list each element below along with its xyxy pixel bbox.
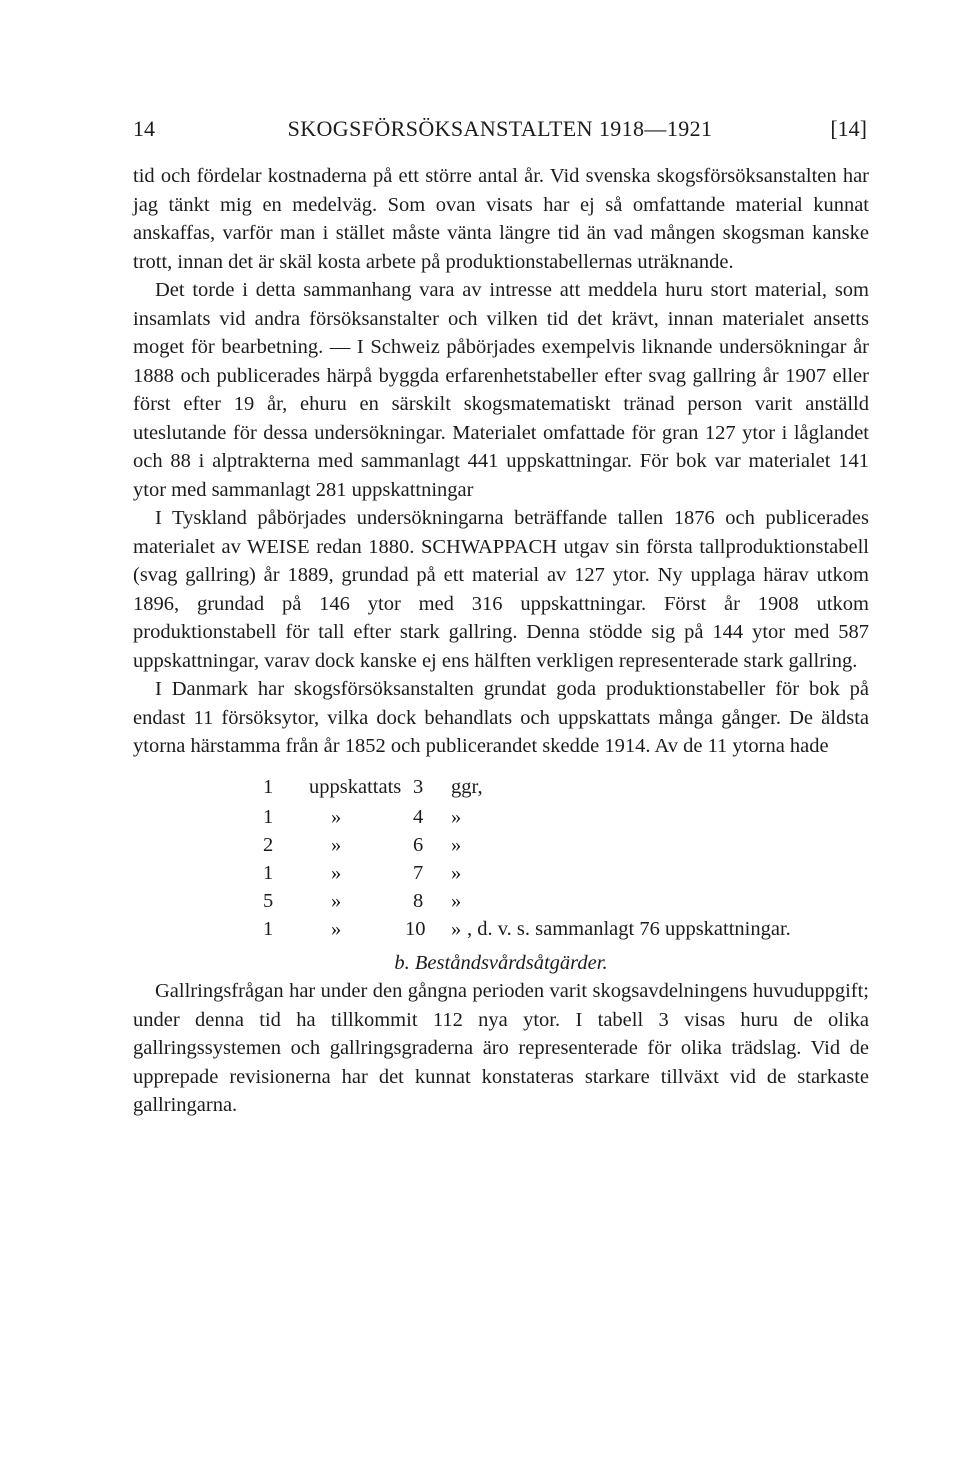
ditto-mark: » [331,889,342,912]
unit: ggr, [451,775,483,798]
times: 8 [413,889,424,912]
times: 6 [413,833,424,856]
page-header [133,116,867,150]
page-number: 14 [133,116,155,141]
times: 3 [413,775,424,798]
table-row [133,773,869,801]
ditto-mark: » [451,861,462,884]
table-row [133,831,869,859]
ditto-mark: » [451,833,462,856]
ditto-mark: » [451,805,462,828]
table-row [133,803,869,831]
table-row [133,887,869,915]
verb: uppskattats [309,775,402,798]
plot-count: 1 [263,775,274,798]
ditto-mark: » [331,805,342,828]
ditto-mark: » [331,833,342,856]
running-title: SKOGSFÖRSÖKSANSTALTEN 1918—1921 [287,116,713,141]
paragraph-2: Det torde i detta sammanhang vara av intresse att meddela huru stort material, som insamlats vid andra försöksanstalter och vilken tid det krävt, innan materialet ansetts moget för bearbetning. — I Schweiz påbörjades exempelvis liknande undersökningar år 1888 och publicerades härpå byggda erfarenhetstabeller efter svag gallring år 1907 eller först efter 19 år, ehuru en särskilt skogsmatematiskt tränad person varit anställd uteslutande för dessa undersökningar. Materialet omfattade för gran 127 ytor i låglandet och 88 i alptrakterna med sammanlagt 441 uppskattningar. För bok var materialet 141 ytor med sammanlagt 281 uppskattningar [133,279,869,501]
ditto-mark: » [451,917,462,940]
paragraph-5: Gallringsfrågan har under den gångna perioden varit skogsavdelningens huvuduppgift; under denna tid ha tillkommit 112 nya ytor. I tabell 3 visas huru de olika gallringssystemen och gallringsgraderna äro representerade för olika trädslag. Vid de upprepade revisionerna har det kunnat konstateras starkare tillväxt vid de starkaste gallringarna. [133,980,869,1116]
times: 7 [413,861,424,884]
summary-text: , d. v. s. sammanlagt 76 uppskattningar. [467,917,791,940]
ditto-mark: » [331,917,342,940]
ditto-mark: » [451,889,462,912]
survey-count-table [133,773,869,949]
plot-count: 1 [263,805,274,828]
ditto-mark: » [331,861,342,884]
paragraph-4: I Danmark har skogsförsöksanstalten grundat goda produktionstabeller för bok på endast 11 försöksytor, vilka dock behandlats och uppskattats många gånger. De äldsta ytorna härstamma från år 1852 och publicerandet skedde 1914. Av de 11 ytorna hade [133,678,869,757]
bracket-page-number: [14] [830,116,867,141]
plot-count: 1 [263,917,274,940]
body-text [133,162,869,1120]
times: 4 [413,805,424,828]
times: 10 [405,917,426,940]
section-subheading: b. Beståndsvårdsåtgärder. [394,951,608,974]
paragraph-1: tid och fördelar kostnaderna på ett större antal år. Vid svenska skogsförsöksanstalten har jag tänkt mig en medelväg. Som ovan visats har ej så omfattande material kunnat anskaffas, varför man i stället måste vänta längre tid än vad mången skogsman kanske trott, innan det är skäl kosta arbete på produktionstabellernas uträknande. [133,165,869,273]
plot-count: 2 [263,833,274,856]
plot-count: 1 [263,861,274,884]
table-row [133,915,869,943]
paragraph-3: I Tyskland påbörjades undersökningarna beträffande tallen 1876 och publicerades materialet av WEISE redan 1880. SCHWAPPACH utgav sin första tallproduktionstabell (svag gallring) år 1889, grundad på ett material av 127 ytor. Ny upplaga härav utkom 1896, grundad på 146 ytor med 316 uppskattningar. Först år 1908 utkom produktionstabell för tall efter stark gallring. Denna stödde sig på 144 ytor med 587 uppskattningar, varav dock kanske ej ens hälften verkligen representerade stark gallring. [133,507,869,672]
table-row [133,859,869,887]
plot-count: 5 [263,889,274,912]
